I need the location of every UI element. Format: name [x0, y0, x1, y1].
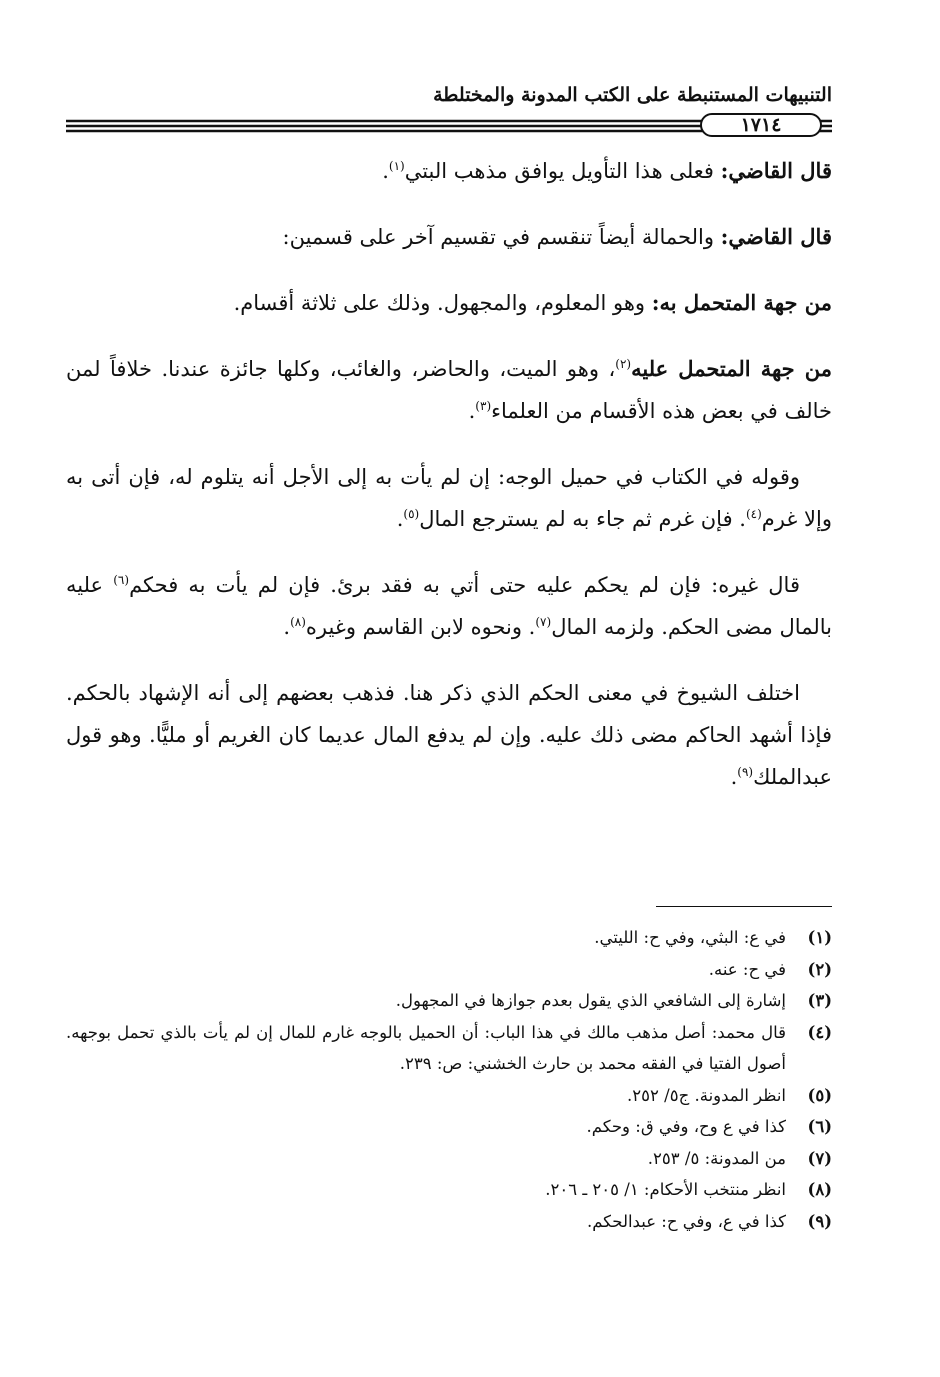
footnotes-list — [66, 922, 832, 1237]
footnote-text: كذا في ع وح، وفي ق: وحكم. — [586, 1117, 786, 1136]
paragraph-text: قال غيره: فإن لم يحكم عليه حتى أتي به فقد برئ. فإن لم يأت به فحكم — [129, 573, 800, 597]
footnote-number: (١) — [807, 928, 832, 947]
paragraph-text: وهو المعلوم، والمجهول. وذلك على ثلاثة أقسام. — [233, 291, 652, 315]
paragraph-lead: قال القاضي: — [720, 224, 832, 249]
running-header-title: التنبيهات المستنبطة على الكتب المدونة والمختلطة — [433, 84, 832, 106]
paragraph-text: . فإن غرم ثم جاء به لم يسترجع المال — [419, 507, 746, 531]
footnote-ref: (٤) — [745, 507, 762, 521]
paragraph-2 — [66, 216, 832, 258]
paragraph-lead: قال القاضي: — [720, 158, 832, 183]
footnote-number: (٧) — [807, 1148, 832, 1168]
paragraph-text: وقوله في الكتاب في حميل الوجه: إن لم يأت به إلى الأجل أنه يتلوم له، فإن أتى به وإلا غرم — [66, 465, 832, 531]
footnote-number: (٤) — [807, 1022, 832, 1042]
paragraph-1 — [66, 150, 832, 192]
footnote-text: من المدونة: ٥/ ٢٥٣. — [647, 1148, 786, 1168]
footnote-item — [66, 922, 832, 954]
paragraph-3 — [66, 282, 832, 324]
footnote-number: (٢) — [807, 959, 832, 979]
footnote-number: (٦) — [807, 1117, 832, 1136]
footnote-ref: (٦) — [113, 573, 130, 587]
footnote-separator — [656, 906, 832, 907]
footnote-text: في ح: عنه. — [708, 959, 786, 979]
footnote-item — [66, 985, 832, 1017]
paragraph-text: والحمالة أيضاً تنقسم في تقسيم آخر على قسمين: — [282, 225, 721, 249]
footnote-text: إشارة إلى الشافعي الذي يقول بعدم جوازها في المجهول. — [395, 991, 786, 1010]
paragraph-7 — [66, 672, 832, 798]
paragraph-end: . — [730, 765, 738, 789]
footnote-ref: (٢) — [615, 357, 632, 371]
paragraph-text: . ونحوه لابن القاسم وغيره — [305, 615, 536, 639]
page-number: ١٧١٤ — [740, 114, 782, 136]
paragraph-text: اختلف الشيوخ في معنى الحكم الذي ذكر هنا. فذهب بعضهم إلى أنه الإشهاد بالحكم. فإذا أشهد الحاكم مضى ذلك عليه. وإن لم يدفع المال عديما كان الغريم أو مليًّا. وهو قول عبدالملك — [66, 681, 832, 789]
paragraph-5 — [66, 456, 832, 540]
footnote-number: (٣) — [807, 991, 832, 1010]
footnote-ref: (٨) — [290, 615, 306, 629]
footnote-item — [66, 1017, 832, 1080]
footnote-number: (٨) — [807, 1180, 832, 1199]
main-text — [66, 150, 832, 822]
paragraph-text: فعلى هذا التأويل يوافق مذهب البتي — [404, 159, 721, 183]
footnote-item — [66, 1206, 832, 1238]
footnote-text: انظر منتخب الأحكام: ١/ ٢٠٥ ـ ٢٠٦. — [545, 1180, 786, 1199]
footnote-ref: (٥) — [403, 507, 420, 521]
footnote-item — [66, 1080, 832, 1112]
footnote-ref: (٩) — [737, 765, 754, 779]
footnote-text: كذا في ع، وفي ح: عبدالحكم. — [586, 1211, 786, 1231]
footnote-ref: (٧) — [535, 615, 552, 629]
paragraph-end: . — [283, 615, 291, 639]
paragraph-lead: من جهة المتحمل عليه — [631, 356, 832, 381]
footnote-text: قال محمد: أصل مذهب مالك في هذا الباب: أن الحميل بالوجه غارم للمال إن لم يأت بالذي تحمل بوجهه. أصول الفتيا في الفقه محمد بن حارث الخشني: ص: ٢٣٩. — [66, 1022, 786, 1073]
paragraph-text: ، وهو الميت، والحاضر، والغائب، وكلها جائزة عندنا. خلافاً لمن خالف في بعض هذه الأقسام من العلماء — [66, 357, 832, 423]
paragraph-lead: من جهة المتحمل به: — [651, 290, 832, 315]
footnote-text: انظر المدونة. ج٥/ ٢٥٢. — [627, 1085, 786, 1105]
footnote-text: في ع: البثي، وفي ح: الليتي. — [594, 928, 786, 947]
paragraph-6 — [66, 564, 832, 648]
footnote-ref: (١) — [388, 159, 405, 173]
paragraph-end: . — [468, 399, 476, 423]
footnote-item — [66, 954, 832, 986]
paragraph-end: . — [382, 159, 389, 183]
paragraph-end: . — [396, 507, 404, 531]
footnote-item — [66, 1111, 832, 1143]
paragraph-4 — [66, 348, 832, 432]
page-number-badge — [700, 113, 822, 137]
footnote-ref: (٣) — [475, 399, 492, 413]
footnote-item — [66, 1143, 832, 1175]
footnote-item — [66, 1174, 832, 1206]
footnote-number: (٥) — [807, 1085, 832, 1105]
footnote-number: (٩) — [807, 1211, 832, 1231]
paragraph-text: عليه بالمال مضى الحكم. ولزمه المال — [66, 573, 832, 639]
